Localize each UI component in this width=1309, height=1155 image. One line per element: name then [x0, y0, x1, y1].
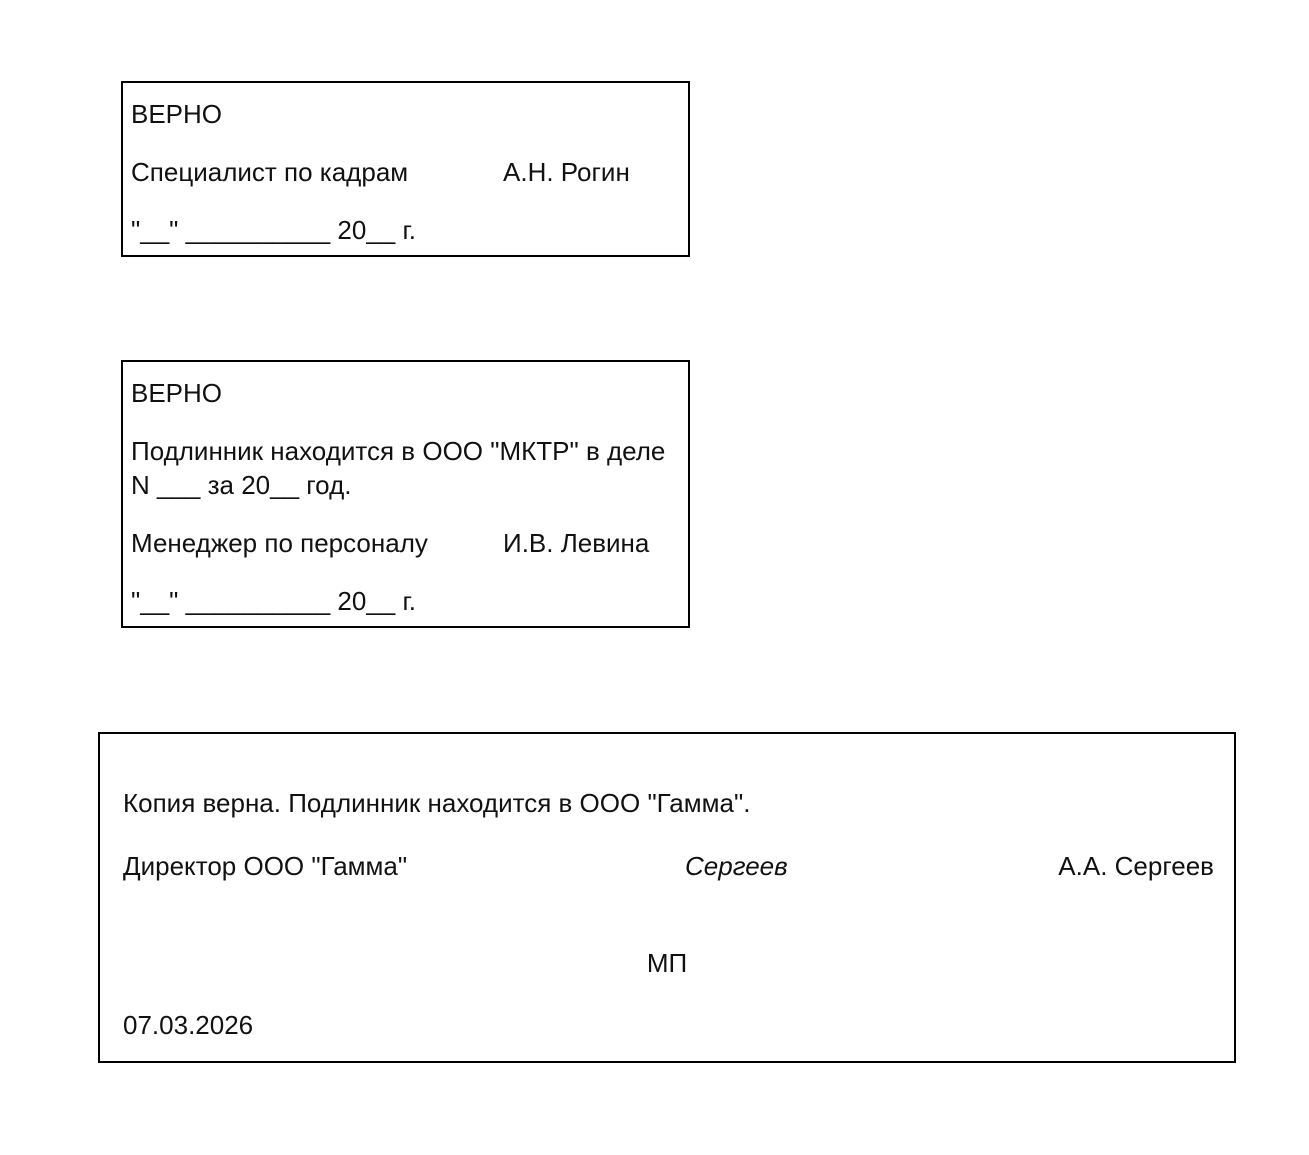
seal-placeholder: МП — [646, 948, 688, 978]
certification-stamp-hr-specialist — [121, 81, 690, 257]
original-location-note-line1: Подлинник находится в ООО "МКТР" в деле — [131, 436, 666, 466]
certification-stamp-director — [98, 732, 1236, 1063]
copy-statement: Копия верна. Подлинник находится в ООО "Гамма". — [123, 788, 751, 818]
position-title: Директор ООО "Гамма" — [123, 851, 408, 881]
position-title: Специалист по кадрам — [131, 157, 409, 187]
verno-heading: ВЕРНО — [131, 99, 223, 129]
certification-date: 07.03.2026 — [123, 1010, 254, 1040]
verno-heading: ВЕРНО — [131, 378, 223, 408]
position-title: Менеджер по персоналу — [131, 528, 428, 558]
certifier-name: А.Н. Рогин — [503, 157, 630, 187]
handwritten-signature: Сергеев — [685, 851, 788, 881]
date-blank-line: "__" __________ 20__ г. — [131, 586, 417, 616]
date-blank-line: "__" __________ 20__ г. — [131, 215, 417, 245]
original-location-note — [131, 434, 665, 502]
certification-stamp-hr-manager — [121, 360, 690, 628]
original-location-note-line2: N ___ за 20__ год. — [131, 470, 352, 500]
certifier-name: А.А. Сергеев — [1058, 851, 1214, 881]
certifier-name: И.В. Левина — [503, 528, 650, 558]
